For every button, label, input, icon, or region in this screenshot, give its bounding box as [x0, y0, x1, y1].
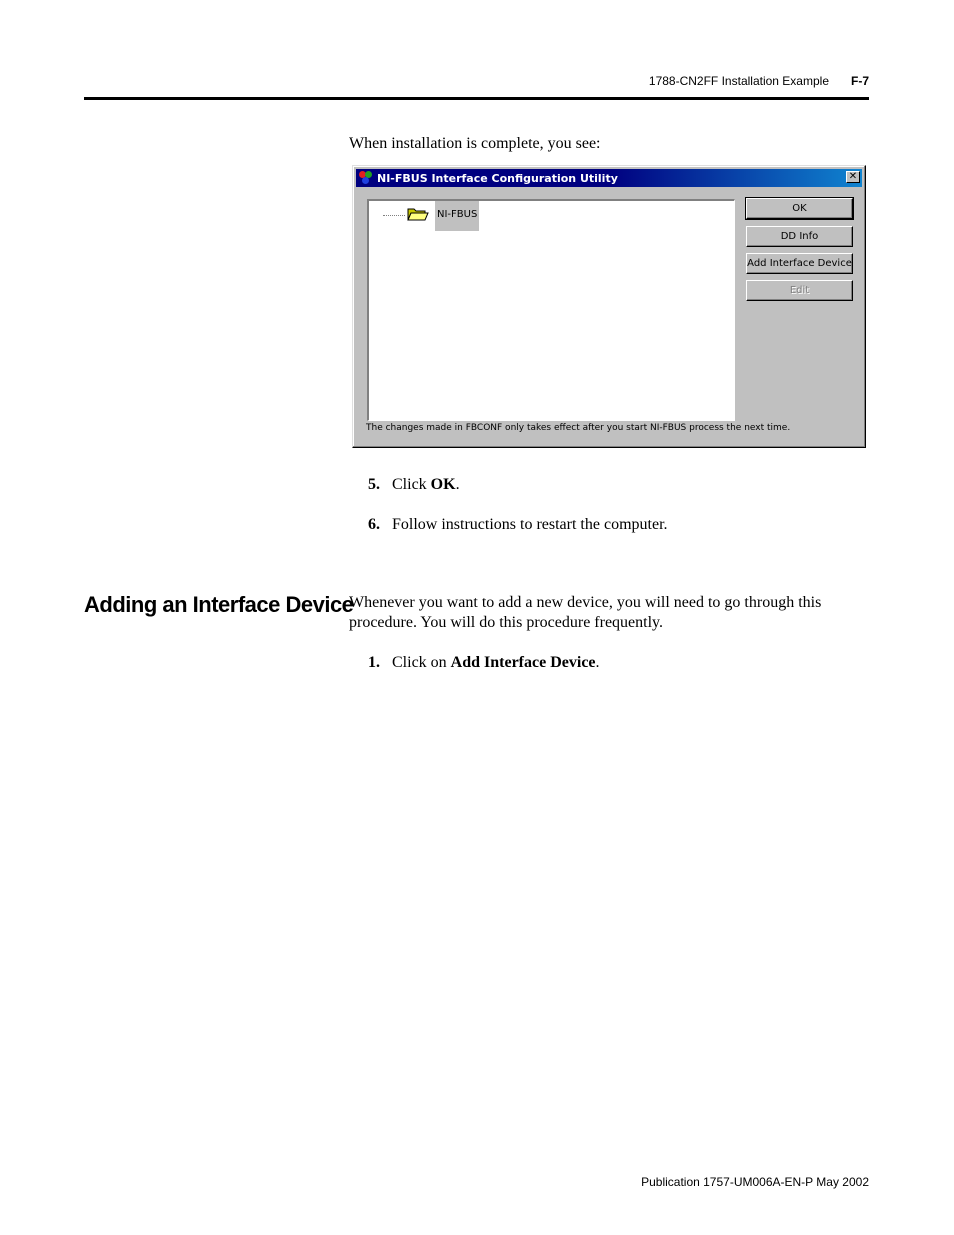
- config-utility-window: [352, 165, 866, 448]
- dd-info-button[interactable]: DD Info: [746, 226, 853, 247]
- ok-button[interactable]: OK: [746, 198, 853, 219]
- step-text: Follow instructions to restart the computer.: [392, 516, 668, 533]
- publication-footer: Publication 1757-UM006A-EN-P May 2002: [641, 1175, 869, 1189]
- step-number: 5.: [368, 476, 380, 493]
- close-button[interactable]: [846, 171, 860, 183]
- window-title: NI-FBUS Interface Configuration Utility: [377, 171, 618, 185]
- step-bold-text: OK: [430, 476, 456, 493]
- page-header: [649, 74, 869, 88]
- step-number: 6.: [368, 516, 380, 533]
- step-text: Click: [392, 476, 431, 493]
- close-icon: ✕: [848, 171, 858, 182]
- page-number: F-7: [851, 74, 869, 88]
- tree-item-ni-fbus[interactable]: NI-FBUS: [435, 201, 479, 231]
- window-titlebar[interactable]: [356, 169, 862, 187]
- running-title: 1788-CN2FF Installation Example: [648, 74, 829, 88]
- step-suffix: .: [595, 654, 600, 671]
- step-bold-text: Add Interface Device: [450, 654, 596, 671]
- header-rule: [84, 97, 869, 100]
- interface-tree-view[interactable]: [367, 199, 735, 421]
- step-suffix: .: [455, 476, 460, 493]
- tree-connector: [383, 215, 405, 216]
- step-6: [368, 516, 668, 534]
- add-interface-device-button[interactable]: Add Interface Device: [746, 253, 853, 274]
- three-circles-icon: [359, 171, 373, 185]
- step-text: Click on: [392, 654, 451, 671]
- section-heading: Adding an Interface Device: [84, 592, 354, 617]
- step-number: 1.: [368, 654, 380, 671]
- status-message: The changes made in FBCONF only takes effect after you start NI-FBUS process the next time.: [366, 423, 791, 433]
- intro-text: When installation is complete, you see:: [349, 135, 601, 152]
- section-paragraph: Whenever you want to add a new device, you will need to go through this procedure. You will do this procedure frequently.: [349, 594, 822, 631]
- edit-button: Edit: [746, 280, 853, 301]
- step-5: [368, 476, 460, 494]
- step-1: [368, 654, 600, 672]
- open-folder-icon: [407, 207, 429, 221]
